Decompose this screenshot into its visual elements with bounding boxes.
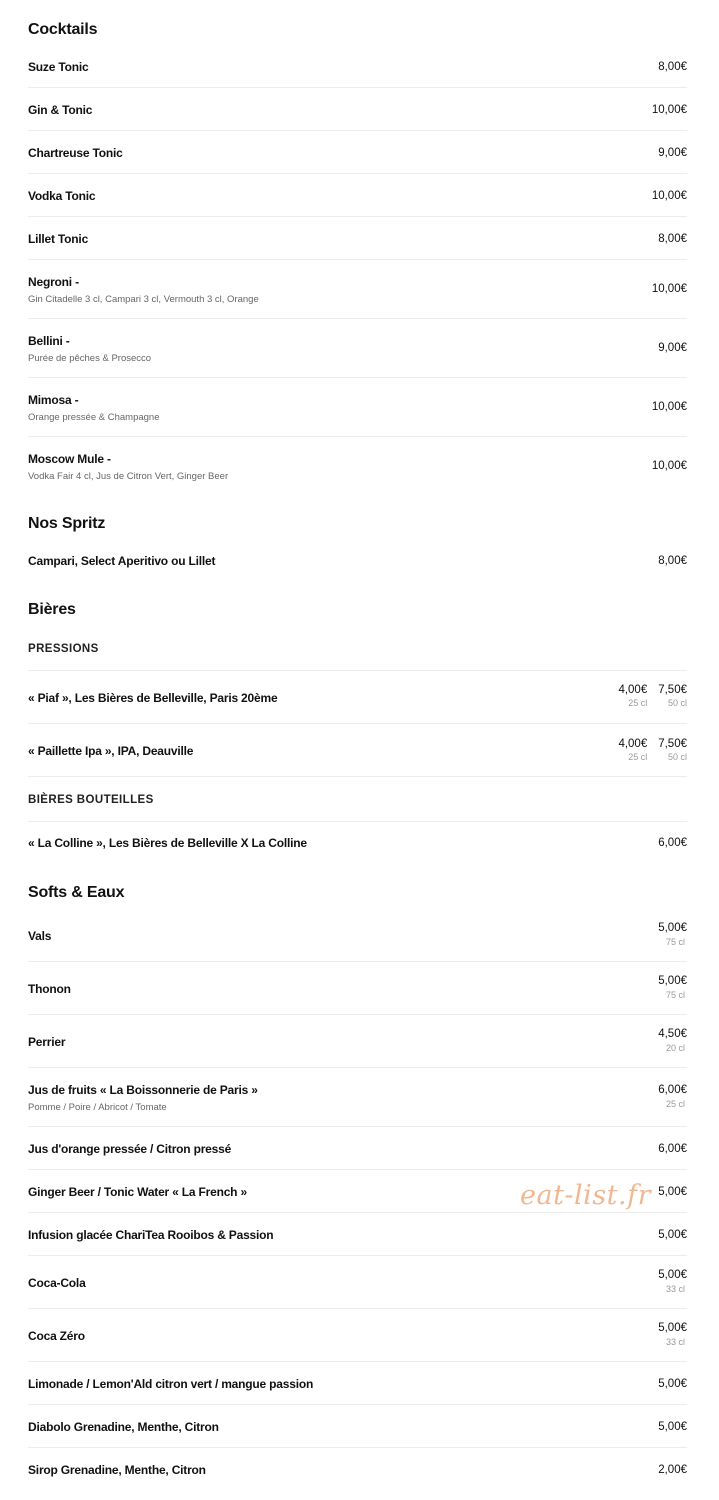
item-name: Chartreuse Tonic (28, 146, 123, 160)
item-name: Bellini - (28, 334, 70, 348)
price-option-50cl (658, 737, 687, 763)
price-option-50cl (658, 683, 687, 709)
item-name: Limonade / Lemon'Ald citron vert / mangue passion (28, 1377, 314, 1391)
price-value: 7,50€ (658, 684, 687, 696)
item-price: 4,50€ (658, 1028, 687, 1040)
menu-item (28, 1377, 687, 1392)
divider (28, 87, 687, 88)
item-price: 10,00€ (651, 460, 687, 472)
divider (28, 1308, 687, 1309)
item-name: Perrier (28, 1035, 66, 1049)
menu-item (28, 452, 687, 483)
volume-label: 75 cl (665, 937, 685, 947)
price-option-25cl (618, 683, 647, 709)
divider (28, 436, 687, 437)
item-name: Vodka Tonic (28, 189, 96, 203)
item-prices (618, 683, 687, 709)
item-price: 5,00€ (658, 1269, 687, 1281)
divider (28, 216, 687, 217)
divider (28, 1255, 687, 1256)
item-name: Gin & Tonic (28, 103, 93, 117)
divider (28, 1404, 687, 1405)
volume-label: 25 cl (665, 1099, 685, 1109)
item-price: 5,00€ (658, 1378, 687, 1390)
item-price: 8,00€ (658, 61, 687, 73)
item-name: Jus de fruits « La Boissonnerie de Paris » (28, 1083, 258, 1097)
divider (28, 1067, 687, 1068)
item-name: Jus d'orange pressée / Citron pressé (28, 1142, 232, 1156)
item-name: « Piaf », Les Bières de Belleville, Paris 20ème (28, 691, 278, 705)
item-price: 10,00€ (651, 283, 687, 295)
menu-item (28, 836, 687, 851)
item-price: 10,00€ (651, 401, 687, 413)
price-value: 7,50€ (658, 738, 687, 750)
menu-item (28, 737, 687, 762)
divider (28, 821, 687, 822)
item-price: 9,00€ (658, 147, 687, 159)
menu-item (28, 974, 687, 1000)
item-description: Purée de pêches & Prosecco (28, 353, 152, 364)
item-name: Suze Tonic (28, 60, 89, 74)
item-price: 8,00€ (658, 555, 687, 567)
divider (28, 318, 687, 319)
price-option-25cl (618, 737, 647, 763)
item-price: 5,00€ (658, 922, 687, 934)
item-price: 10,00€ (651, 104, 687, 116)
item-price: 10,00€ (651, 190, 687, 202)
volume-label: 25 cl (628, 698, 648, 708)
menu-item (28, 1228, 687, 1243)
price-value: 4,00€ (618, 738, 648, 750)
item-name: Mimosa - (28, 393, 79, 407)
menu-item (28, 921, 687, 947)
menu-item (28, 1142, 687, 1157)
item-name: Moscow Mule - (28, 452, 111, 466)
item-name: Thonon (28, 982, 71, 996)
section-title-bieres: Bières (28, 601, 76, 618)
menu-item (28, 393, 687, 424)
menu-item (28, 232, 687, 247)
item-price: 5,00€ (658, 1229, 687, 1241)
item-name: Lillet Tonic (28, 232, 89, 246)
price-value: 4,00€ (618, 684, 648, 696)
section-title-softs: Softs & Eaux (28, 884, 125, 901)
menu-item (28, 275, 687, 306)
volume-label: 20 cl (665, 1043, 685, 1053)
item-price: 5,00€ (658, 1322, 687, 1334)
divider (28, 1447, 687, 1448)
item-prices (618, 737, 687, 763)
divider (28, 1126, 687, 1127)
menu-item (28, 683, 687, 706)
item-name: « La Colline », Les Bières de Belleville X La Colline (28, 836, 307, 850)
item-description: Vodka Fair 4 cl, Jus de Citron Vert, Ginger Beer (28, 471, 229, 482)
divider (28, 1169, 687, 1170)
menu-item (28, 1321, 687, 1347)
item-name: Sirop Grenadine, Menthe, Citron (28, 1463, 206, 1477)
item-name: Coca Zéro (28, 1329, 85, 1343)
item-name: Campari, Select Aperitivo ou Lillet (28, 554, 216, 568)
item-price: 2,00€ (658, 1464, 687, 1476)
volume-label: 50 cl (667, 752, 687, 762)
subheading-bouteilles: BIÈRES BOUTEILLES (28, 794, 154, 806)
divider (28, 961, 687, 962)
item-description: Gin Citadelle 3 cl, Campari 3 cl, Vermouth 3 cl, Orange (28, 294, 259, 305)
menu-item (28, 189, 687, 204)
menu-item (28, 1463, 687, 1478)
item-name: Infusion glacée ChariTea Rooibos & Passion (28, 1228, 274, 1242)
item-price: 6,00€ (658, 1084, 687, 1096)
volume-label: 75 cl (665, 990, 685, 1000)
item-description: Pomme / Poire / Abricot / Tomate (28, 1102, 167, 1113)
item-price: 9,00€ (658, 342, 687, 354)
item-name: Ginger Beer / Tonic Water « La French » (28, 1185, 247, 1199)
divider (28, 1212, 687, 1213)
divider (28, 776, 687, 777)
item-description: Orange pressée & Champagne (28, 412, 160, 423)
menu-item (28, 60, 687, 75)
divider (28, 1361, 687, 1362)
volume-label: 50 cl (667, 698, 687, 708)
volume-label: 25 cl (628, 752, 648, 762)
menu-item (28, 1420, 687, 1435)
subheading-pressions: PRESSIONS (28, 643, 99, 655)
item-name: Negroni - (28, 275, 79, 289)
item-name: Coca-Cola (28, 1276, 86, 1290)
item-price: 6,00€ (658, 837, 687, 849)
section-title-cocktails: Cocktails (28, 21, 98, 38)
menu-item (28, 1083, 687, 1114)
item-price: 5,00€ (658, 1186, 687, 1198)
item-name: Vals (28, 929, 52, 943)
divider (28, 377, 687, 378)
divider (28, 1014, 687, 1015)
section-title-spritz: Nos Spritz (28, 515, 106, 532)
menu-item (28, 103, 687, 118)
menu-item (28, 554, 687, 569)
menu-item (28, 334, 687, 365)
volume-label: 33 cl (665, 1337, 685, 1347)
item-name: « Paillette Ipa », IPA, Deauville (28, 744, 194, 758)
menu-item (28, 1268, 687, 1294)
divider (28, 173, 687, 174)
menu-item (28, 1027, 687, 1053)
menu-item (28, 146, 687, 161)
item-price: 8,00€ (658, 233, 687, 245)
item-price: 5,00€ (658, 975, 687, 987)
item-name: Diabolo Grenadine, Menthe, Citron (28, 1420, 219, 1434)
item-price: 6,00€ (658, 1143, 687, 1155)
divider (28, 723, 687, 724)
volume-label: 33 cl (665, 1284, 685, 1294)
divider (28, 130, 687, 131)
item-price: 5,00€ (658, 1421, 687, 1433)
watermark-logo: eat-list.fr (520, 1180, 652, 1211)
divider (28, 259, 687, 260)
divider (28, 670, 687, 671)
